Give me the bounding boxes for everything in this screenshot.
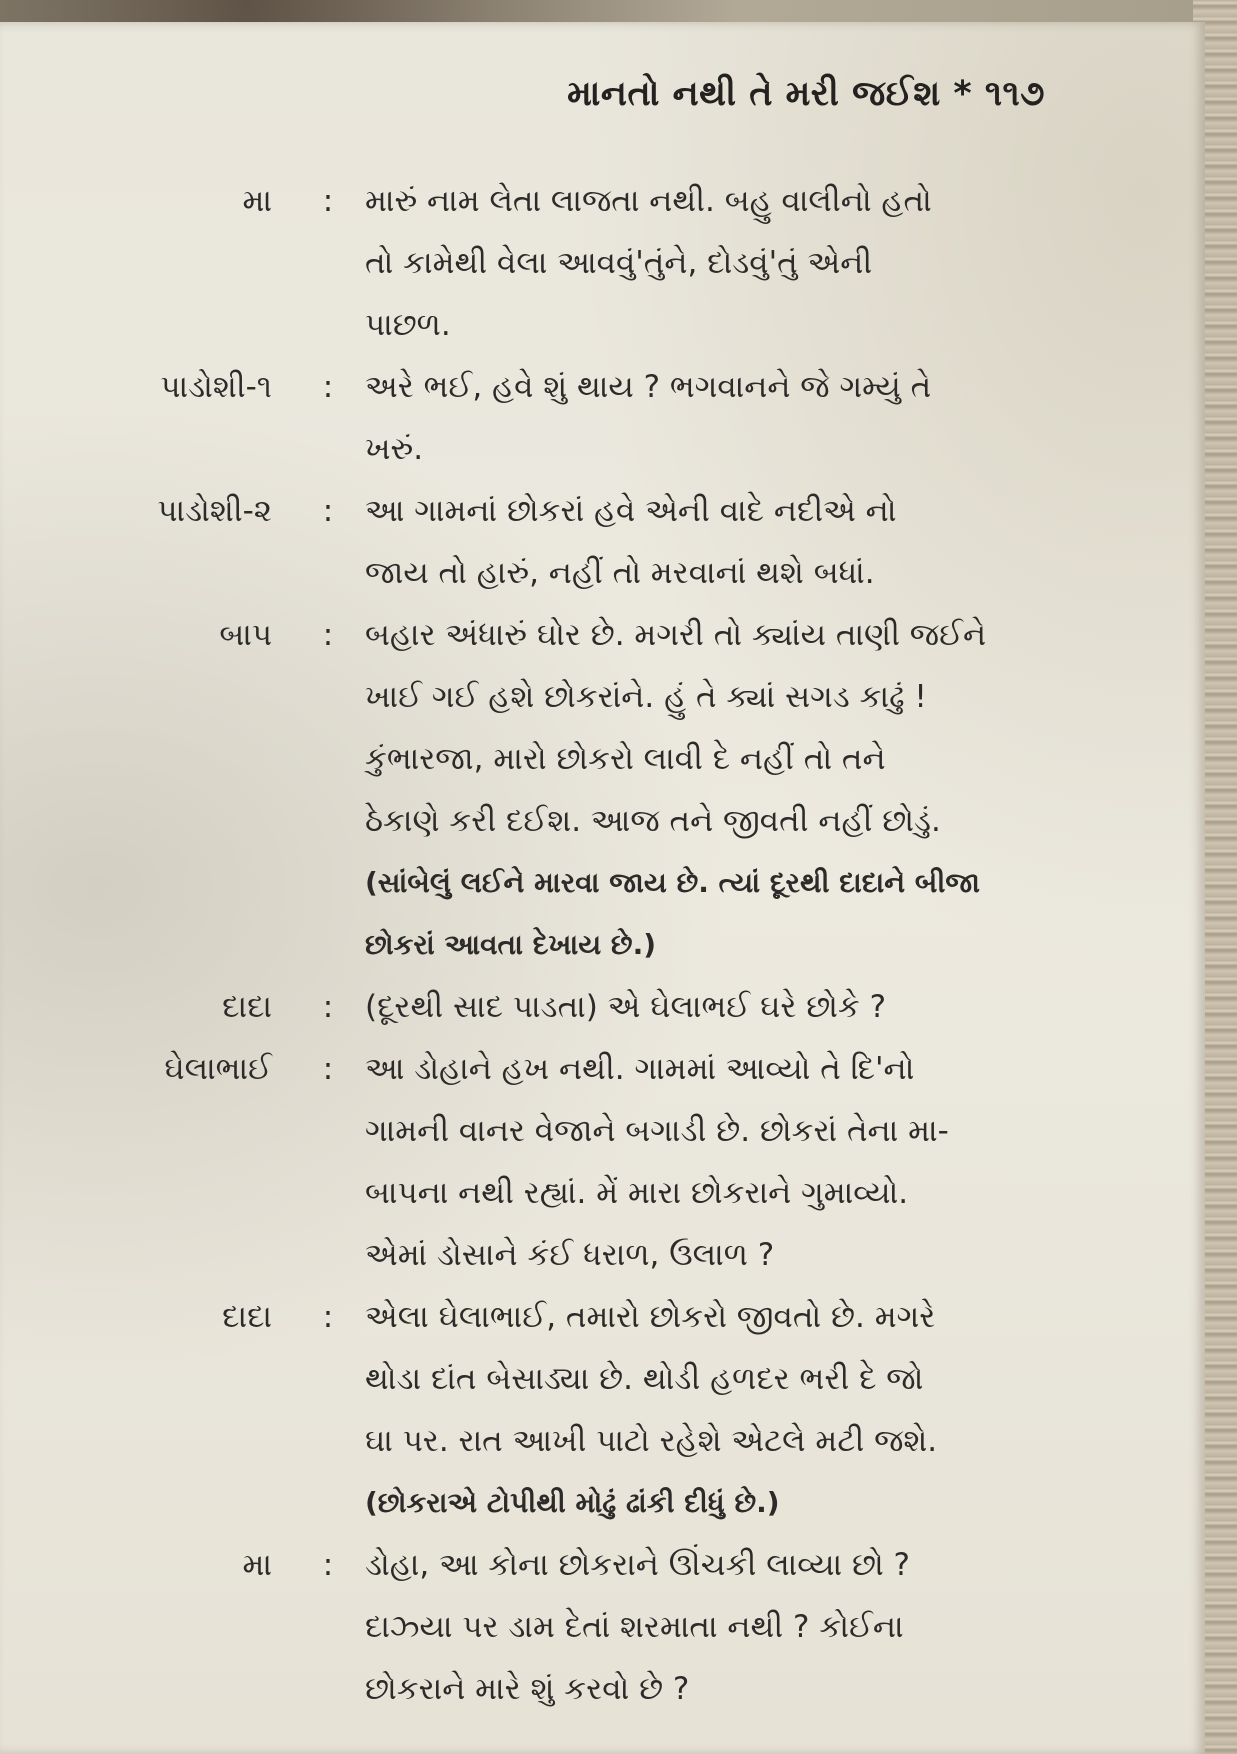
dialogue-entry bbox=[0, 480, 1160, 604]
speech-line: મારું નામ લેતા લાજતા નથી. બહુ વાલીનો હતો bbox=[365, 183, 932, 219]
stage-direction-line: (સાંબેલું લઈને મારવા જાય છે. ત્યાં દૂરથી દાદાને બીજા bbox=[365, 866, 980, 899]
book-page bbox=[0, 22, 1205, 1754]
speech-line: ખાઈ ગઈ હશે છોકરાંને. હું તે ક્યાં સગડ કાઢું ! bbox=[365, 679, 927, 715]
speech-line: આ ગામનાં છોકરાં હવે એની વાદે નદીએ નો bbox=[365, 493, 897, 529]
speaker-name: મા bbox=[242, 1547, 272, 1583]
speech-lines bbox=[365, 1286, 1095, 1534]
speech-lines bbox=[365, 1534, 1095, 1720]
speech-lines bbox=[365, 976, 1095, 1038]
speech-lines bbox=[365, 170, 1095, 356]
dialogue-entry bbox=[0, 170, 1160, 356]
dialogue-entry bbox=[0, 976, 1160, 1038]
speech-line: કુંભારજા, મારો છોકરો લાવી દે નહીં તો તને bbox=[365, 741, 886, 777]
speaker-colon: : bbox=[322, 989, 334, 1025]
speech-lines bbox=[365, 1038, 1095, 1286]
speaker-colon: : bbox=[322, 369, 334, 405]
speech-line: પાછળ. bbox=[365, 307, 451, 343]
dialogue-entry bbox=[0, 356, 1160, 480]
speaker-colon: : bbox=[322, 493, 334, 529]
speech-line: આ ડોહાને હખ નથી. ગામમાં આવ્યો તે દિ'નો bbox=[365, 1051, 915, 1087]
speech-line: છોકરાને મારે શું કરવો છે ? bbox=[365, 1671, 690, 1707]
speech-line: ગામની વાનર વેજાને બગાડી છે. છોકરાં તેના મા- bbox=[365, 1113, 949, 1149]
speaker-name: પાડોશી-૧ bbox=[160, 369, 272, 405]
dialogue-entry bbox=[0, 1038, 1160, 1286]
speaker-name: મા bbox=[242, 183, 272, 219]
speech-line: ડોહા, આ કોના છોકરાને ઊંચકી લાવ્યા છો ? bbox=[365, 1547, 911, 1583]
speaker-colon: : bbox=[322, 617, 334, 653]
speaker-name: બાપ bbox=[219, 617, 272, 653]
speech-lines bbox=[365, 604, 1095, 976]
speech-line: એલા ઘેલાભાઈ, તમારો છોકરો જીવતો છે. મગરે bbox=[365, 1299, 936, 1335]
running-header: માનતો નથી તે મરી જઈશ * ૧૧૭ bbox=[567, 74, 1045, 114]
stage-direction-line: (છોકરાએ ટોપીથી મોઢું ઢાંકી દીધું છે.) bbox=[365, 1486, 780, 1519]
speech-lines bbox=[365, 356, 1095, 480]
speech-line: દાઝ્યા પર ડામ દેતાં શરમાતા નથી ? કોઈના bbox=[365, 1609, 904, 1645]
speech-lines bbox=[365, 480, 1095, 604]
speaker-name: દાદા bbox=[222, 1299, 272, 1335]
speech-line: અરે ભઈ, હવે શું થાય ? ભગવાનને જે ગમ્યું તે bbox=[365, 369, 932, 405]
speech-line: એમાં ડોસાને કંઈ ધરાળ, ઉલાળ ? bbox=[365, 1237, 775, 1273]
speech-line: બહાર અંધારું ઘોર છે. મગરી તો ક્યાંય તાણી જઈને bbox=[365, 617, 987, 653]
dialogue-block bbox=[0, 170, 1160, 1720]
speaker-colon: : bbox=[322, 1547, 334, 1583]
speaker-name: પાડોશી-૨ bbox=[157, 493, 272, 529]
speech-line: (દૂરથી સાદ પાડતા) એ ઘેલાભઈ ઘરે છોકે ? bbox=[365, 989, 887, 1025]
speech-line: બાપના નથી રહ્યાં. મેં મારા છોકરાને ગુમાવ્યો. bbox=[365, 1175, 909, 1211]
speaker-colon: : bbox=[322, 183, 334, 219]
speaker-colon: : bbox=[322, 1299, 334, 1335]
speech-line: ખરું. bbox=[365, 431, 424, 467]
speech-line: ઘા પર. રાત આખી પાટો રહેશે એટલે મટી જશે. bbox=[365, 1423, 938, 1459]
speaker-name: દાદા bbox=[222, 989, 272, 1025]
speaker-colon: : bbox=[322, 1051, 334, 1087]
speech-line: ઠેકાણે કરી દઈશ. આજ તને જીવતી નહીં છોડું. bbox=[365, 803, 941, 839]
dialogue-entry bbox=[0, 1286, 1160, 1534]
dialogue-entry bbox=[0, 604, 1160, 976]
speech-line: તો કામેથી વેલા આવવું'તુંને, દોડવું'તું એની bbox=[365, 245, 873, 281]
stage-direction-line: છોકરાં આવતા દેખાય છે.) bbox=[365, 928, 657, 961]
speaker-name: ઘેલાભાઈ bbox=[164, 1051, 272, 1087]
speech-line: જાય તો હારું, નહીં તો મરવાનાં થશે બધાં. bbox=[365, 555, 875, 591]
speech-line: થોડા દાંત બેસાડ્યા છે. થોડી હળદર ભરી દે જો bbox=[365, 1361, 924, 1397]
dialogue-entry bbox=[0, 1534, 1160, 1720]
